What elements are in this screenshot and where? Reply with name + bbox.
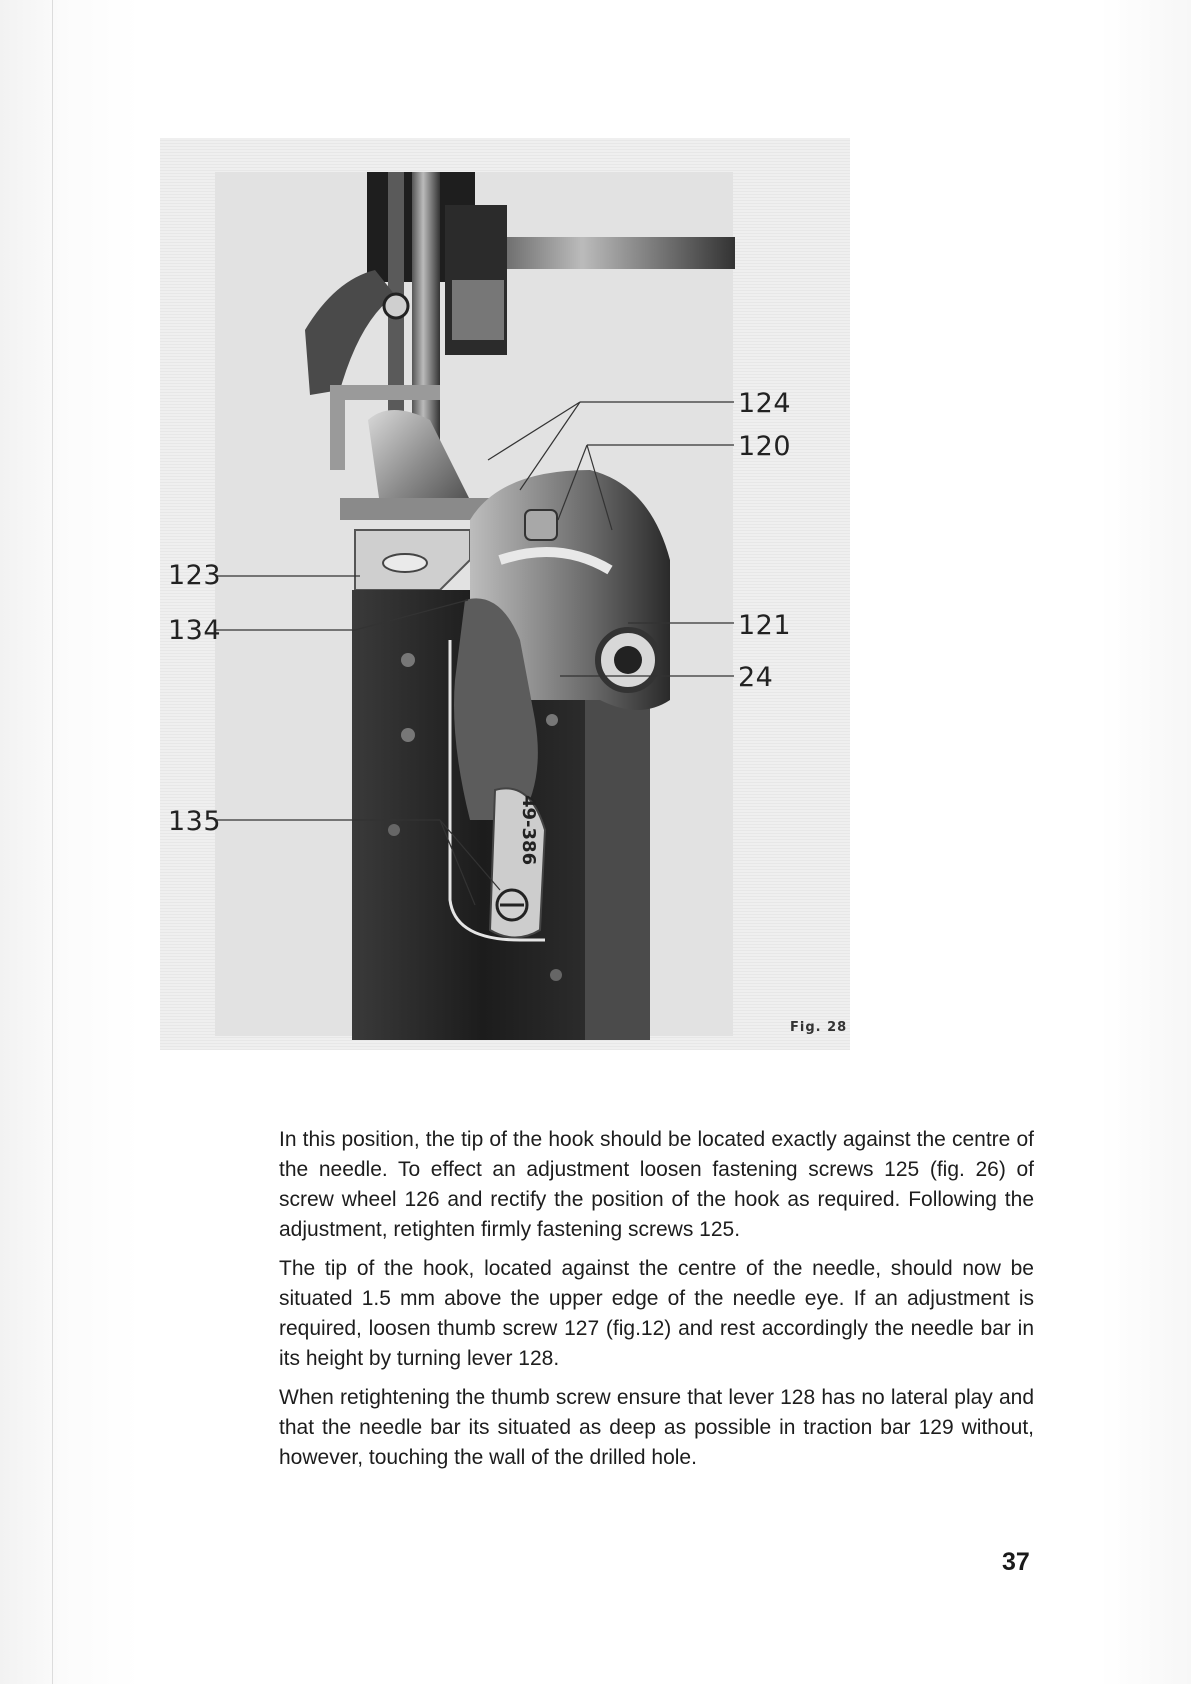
part-stamp: 49-386 <box>518 795 539 866</box>
hook-shaft-core <box>614 646 642 674</box>
paragraph-2: The tip of the hook, located against the centre of the needle, should now be situated 1.5 mm above the upper edge of the needle eye. If an adjustment is required, loosen thumb screw 127 (fig.12) and rest accordingly the needle bar in its height by turning lever 128. <box>279 1257 1034 1370</box>
callout-124: 124 <box>738 388 792 419</box>
callout-121: 121 <box>738 610 792 641</box>
bracket-highlight <box>452 280 504 340</box>
foot-sole <box>340 498 490 520</box>
figure-caption: Fig. 28 <box>790 1020 848 1035</box>
needle-hole <box>383 554 427 572</box>
callout-135: 135 <box>168 806 222 837</box>
base-screw-4 <box>546 714 558 726</box>
callout-134: 134 <box>168 615 222 646</box>
horizontal-rod <box>480 237 735 269</box>
base-screw-1 <box>401 653 415 667</box>
base-screw-5 <box>550 969 562 981</box>
hook-gib-screw <box>525 510 557 540</box>
body-text <box>279 1125 1034 1482</box>
callout-24: 24 <box>738 662 774 693</box>
paragraph-3: When retightening the thumb screw ensure that lever 128 has no lateral play and that the needle bar its situated as deep as possible in traction bar 129 without, however, touching the wall of the drilled hole. <box>279 1386 1034 1469</box>
paragraph-1: In this position, the tip of the hook should be located exactly against the centre of the needle. To effect an adjustment loosen fastening screws 125 (fig. 26) of screw wheel 126 and rectify the position of the hook as required. Following the adjustment, retighten firmly fastening screws 125. <box>279 1128 1034 1241</box>
callout-123: 123 <box>168 560 222 591</box>
base-screw-3 <box>388 824 400 836</box>
callout-120: 120 <box>738 431 792 462</box>
page-number: 37 <box>1002 1548 1030 1576</box>
base-screw-2 <box>401 728 415 742</box>
lever-screw <box>384 294 408 318</box>
